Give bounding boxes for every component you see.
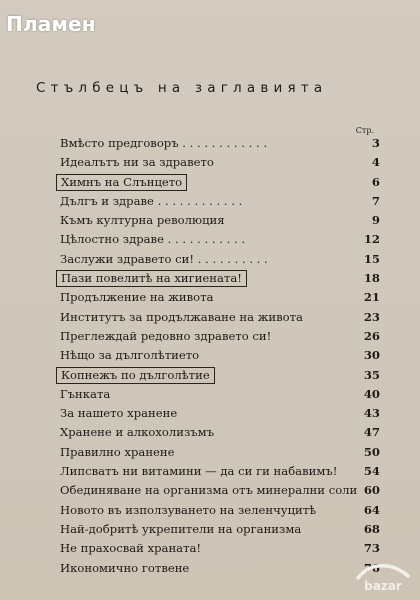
toc-entry-title: Обединяване на организма отъ минерални соли [60,483,358,498]
toc-row [60,288,380,307]
toc-row [60,250,380,269]
toc-row [60,539,380,558]
toc-row [60,346,380,365]
toc-row [60,327,380,346]
toc-entry-title: Икономично готвене [60,560,190,575]
toc-entry-title: Продължение на живота [60,290,214,305]
toc-row [60,404,380,423]
toc-entry-page: 64 [363,502,380,517]
toc-entry-page: 40 [363,386,380,401]
toc-row [60,501,380,520]
table-of-contents [60,134,380,578]
toc-entry-page: 50 [363,444,380,459]
brand-name: Пламен [6,12,96,36]
toc-entry-title: Новото въ използуването на зеленчуцитѣ [60,502,317,517]
toc-entry-title: Гънката [60,386,111,401]
watermark-label: bazar [364,579,402,593]
toc-entry-page: 68 [363,521,380,536]
toc-entry-page: 43 [363,406,380,421]
toc-row [60,520,380,539]
toc-entry-title: Идеалътъ ни за здравето [60,155,214,170]
toc-row [60,366,380,385]
watermark-logo [352,560,414,594]
toc-entry-page: 3 [371,136,380,150]
toc-row [60,481,380,500]
toc-entry-page: 30 [363,348,380,363]
toc-entry-title: Преглеждай редовно здравето си! [60,328,272,343]
toc-row [60,462,380,481]
toc-entry-page: 21 [363,290,380,305]
toc-entry-page: 23 [363,309,380,324]
toc-row [60,211,380,230]
toc-entry-page: 4 [371,155,380,170]
toc-row [60,269,380,288]
toc-entry-page: 9 [371,213,380,228]
toc-entry-title: Копнежъ по дълголѣтие [56,367,215,384]
toc-row [60,308,380,327]
toc-entry-title: Химнъ на Слънцето [56,174,187,191]
toc-entry-page: 26 [363,328,380,343]
toc-row [60,385,380,404]
toc-entry-page: 60 [363,483,380,498]
toc-entry-page: 35 [363,367,380,382]
toc-row [60,192,380,211]
toc-entry-title: Липсватъ ни витамини — да си ги набавимъ! [60,464,338,479]
toc-row [60,559,380,578]
toc-row [60,230,380,249]
toc-entry-title: Най-добритѣ укрепители на организма [60,521,302,536]
toc-entry-title: Не прахосвай храната! [60,541,202,556]
toc-entry-title: Хранене и алкохолизъмъ [60,425,215,440]
toc-entry-page: 73 [363,541,380,556]
toc-entry-page: 76 [363,560,380,575]
toc-entry-title: Дългъ и здраве . . . . . . . . . . . . [60,193,243,208]
page-title: Стълбецъ на заглавията [36,80,328,96]
toc-row [60,173,380,192]
toc-row [60,443,380,462]
toc-entry-title: За нашето хранене [60,406,178,421]
toc-row [60,423,380,442]
page-column-label: Стр. [355,126,374,135]
toc-entry-title: Вмѣсто предговоръ . . . . . . . . . . . . [60,136,268,150]
toc-entry-title: Заслужи здравето си! . . . . . . . . . . [60,251,268,266]
toc-entry-title: Пази повелитѣ на хигиената! [56,270,247,287]
toc-entry-page: 18 [363,271,380,286]
toc-entry-page: 6 [371,174,380,189]
toc-row [60,134,380,153]
toc-entry-page: 54 [363,464,380,479]
toc-entry-title: Нѣщо за дълголѣтието [60,348,200,363]
toc-entry-title: Правилно хранене [60,444,175,459]
toc-entry-title: Институтъ за продължаване на живота [60,309,303,324]
toc-row [60,153,380,172]
toc-entry-page: 15 [363,251,380,266]
toc-entry-page: 47 [363,425,380,440]
toc-entry-page: 7 [371,193,380,208]
watermark-swoosh [358,566,408,578]
toc-entry-title: Цѣлостно здраве . . . . . . . . . . . [60,232,246,247]
toc-entry-page: 12 [363,232,380,247]
toc-entry-title: Къмъ културна революция [60,213,225,228]
